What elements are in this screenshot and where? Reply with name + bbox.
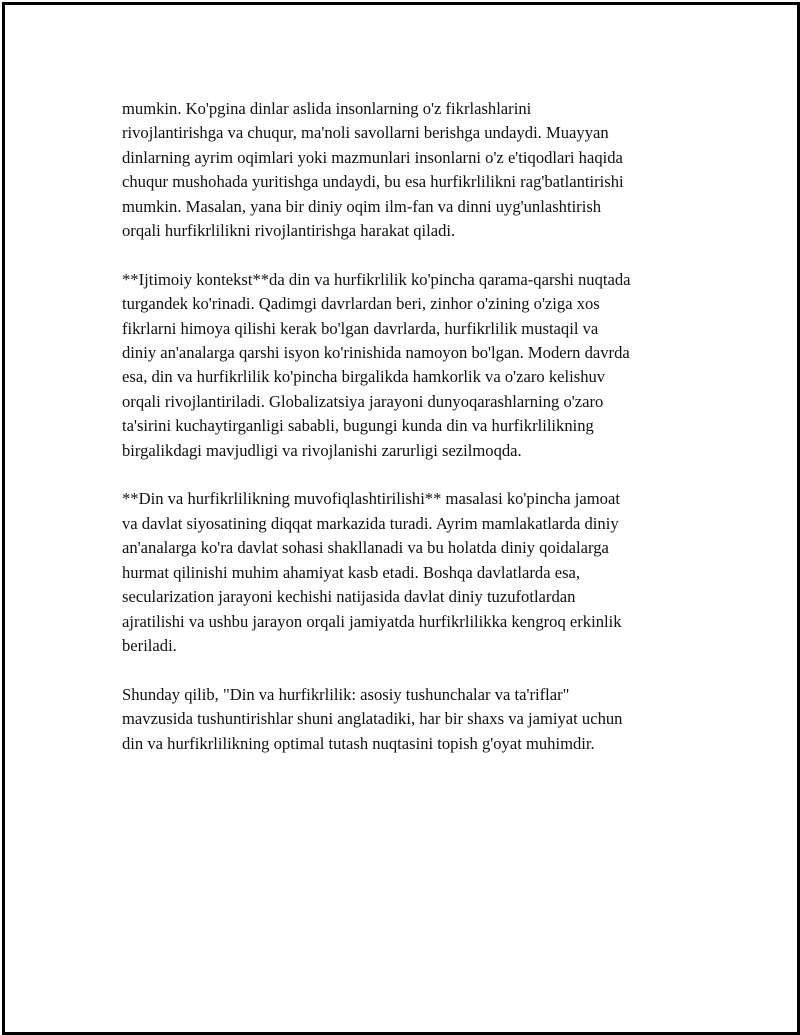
document-body (122, 97, 702, 780)
paragraph-conclusion: Shunday qilib, "Din va hurfikrlilik: asosiy tushunchalar va ta'riflar" mavzusida tushuntirishlar shuni anglatadiki, har bir shaxs va jamiyat uchun din va hurfikrlilikning optimal tutash nuqtasini topish g'oyat muhimdir. (122, 684, 623, 753)
paragraph-continuation: mumkin. Ko'pgina dinlar aslida insonlarning o'z fikrlashlarini rivojlantirishga va chuqur, ma'noli savollarni berishga undaydi. Muayyan dinlarning ayrim oqimlari yoki mazmunlari insonlarni o'z e'tiqodlari haqida chuqur mushohada yuritishga undaydi, bu esa hurfikrlilikni rag'batlantirishi mumkin. Masalan, yana bir diniy oqim ilm-fan va dinni uyg'unlashtirish orqali hurfikrlilikni rivojlantirishga harakat qiladi. (122, 99, 624, 241)
page-frame (2, 2, 800, 1035)
paragraph-social-context: **Ijtimoiy kontekst**da din va hurfikrlilik ko'pincha qarama-qarshi nuqtada turgandek ko'rinadi. Qadimgi davrlardan beri, zinhor o'zining o'ziga xos fikrlarni himoya qilishi kerak bo'lgan davrlarda, hurfikrlilik mustaqil va diniy an'analarga qarshi isyon ko'rinishida namoyon bo'lgan. Modern davrda esa, din va hurfikrlilik ko'pincha birgalikda hamkorlik va o'zaro kelishuv orqali rivojlantiriladi. Globalizatsiya jarayoni dunyoqarashlarning o'zaro ta'sirini kuchaytirganligi sababli, bugungi kunda din va hurfikrlilikning birgalikdagi mavjudligi va rivojlanishi zarurligi sezilmoqda. (122, 269, 631, 460)
paragraph-harmonization: **Din va hurfikrlilikning muvofiqlashtirilishi** masalasi ko'pincha jamoat va davlat siyosatining diqqat markazida turadi. Ayrim mamlakatlarda diniy an'analarga ko'ra davlat sohasi shakllanadi va bu holatda diniy qoidalarga hurmat qilinishi muhim ahamiyat kasb etadi. Boshqa davlatlarda esa, secularization jarayoni kechishi natijasida davlat diniy tuzufotlardan ajratilishi va ushbu jarayon orqali jamiyatda hurfikrlilikka kengroq erkinlik beriladi. (122, 489, 622, 655)
